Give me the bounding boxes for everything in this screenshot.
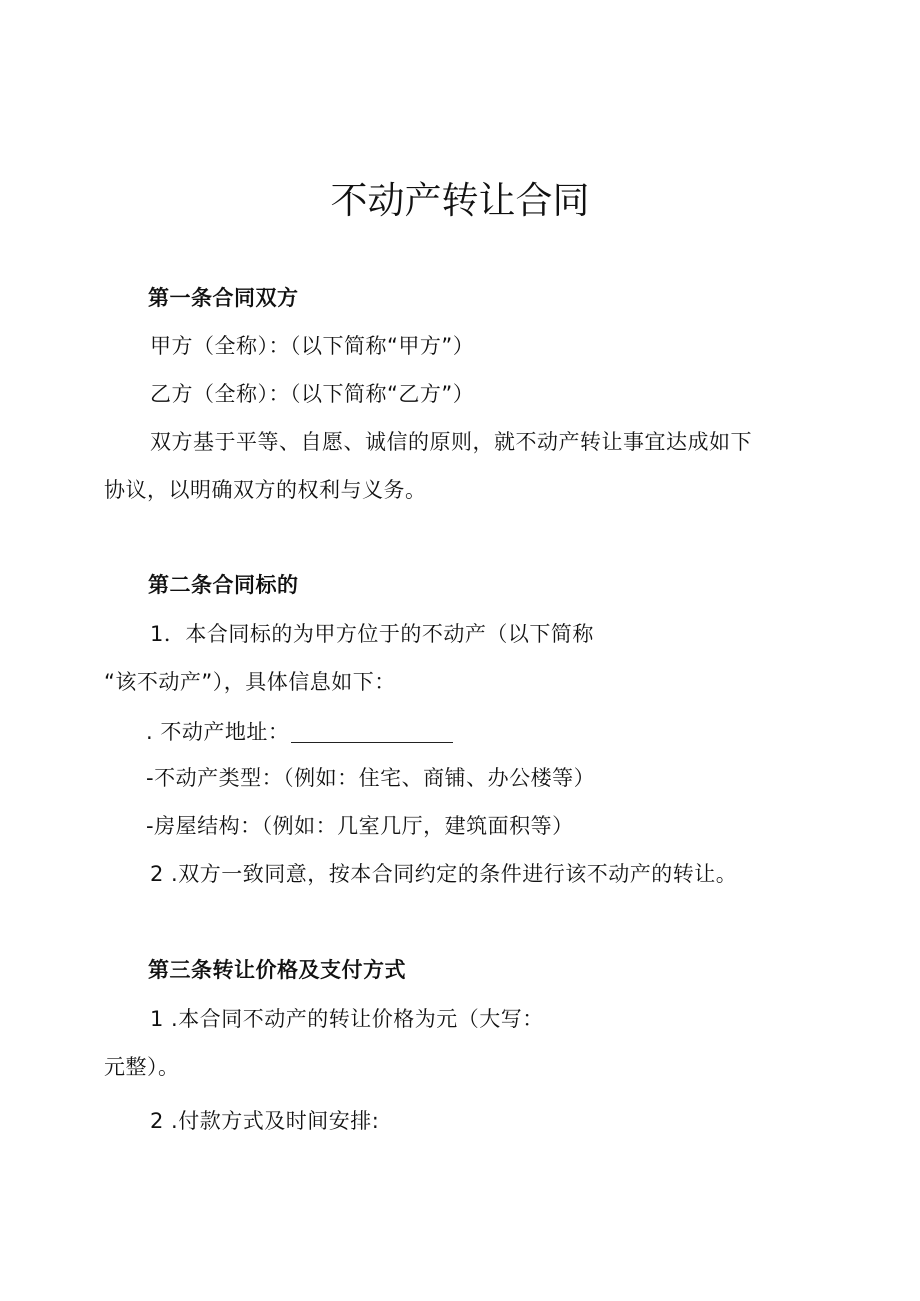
section-1-heading: 第一条合同双方 [148, 286, 299, 310]
party-b-line: 乙方（全称）：（以下简称“乙方”） [150, 382, 475, 406]
address-blank [291, 720, 453, 743]
price-line-2: 元整）。 [104, 1055, 180, 1079]
principle-line-2: 协议，以明确双方的权利与义务。 [104, 478, 427, 502]
payment-line: 2 .付款方式及时间安排: [150, 1109, 380, 1133]
document-title: 不动产转让合同 [330, 179, 590, 222]
section-2-heading: 第二条合同标的 [148, 573, 299, 597]
principle-line-1: 双方基于平等、自愿、诚信的原则，就不动产转让事宜达成如下 [150, 430, 752, 454]
address-line [146, 720, 453, 743]
party-a-line: 甲方（全称）：（以下简称“甲方”） [150, 334, 475, 358]
price-line-1: 1 .本合同不动产的转让价格为元（大写： [150, 1007, 544, 1031]
structure-line: -房屋结构：（例如：几室几厅，建筑面积等） [146, 814, 574, 838]
section-3-heading: 第三条转让价格及支付方式 [148, 958, 406, 982]
subject-line-2: “该不动产”），具体信息如下： [104, 670, 396, 694]
address-label: . 不动产地址： [146, 720, 290, 744]
agreement-line: 2 .双方一致同意，按本合同约定的条件进行该不动产的转让。 [150, 862, 738, 886]
type-line: -不动产类型：（例如：住宅、商铺、办公楼等） [146, 766, 596, 790]
subject-line-1: 1．本合同标的为甲方位于的不动产（以下简称 [150, 622, 594, 646]
